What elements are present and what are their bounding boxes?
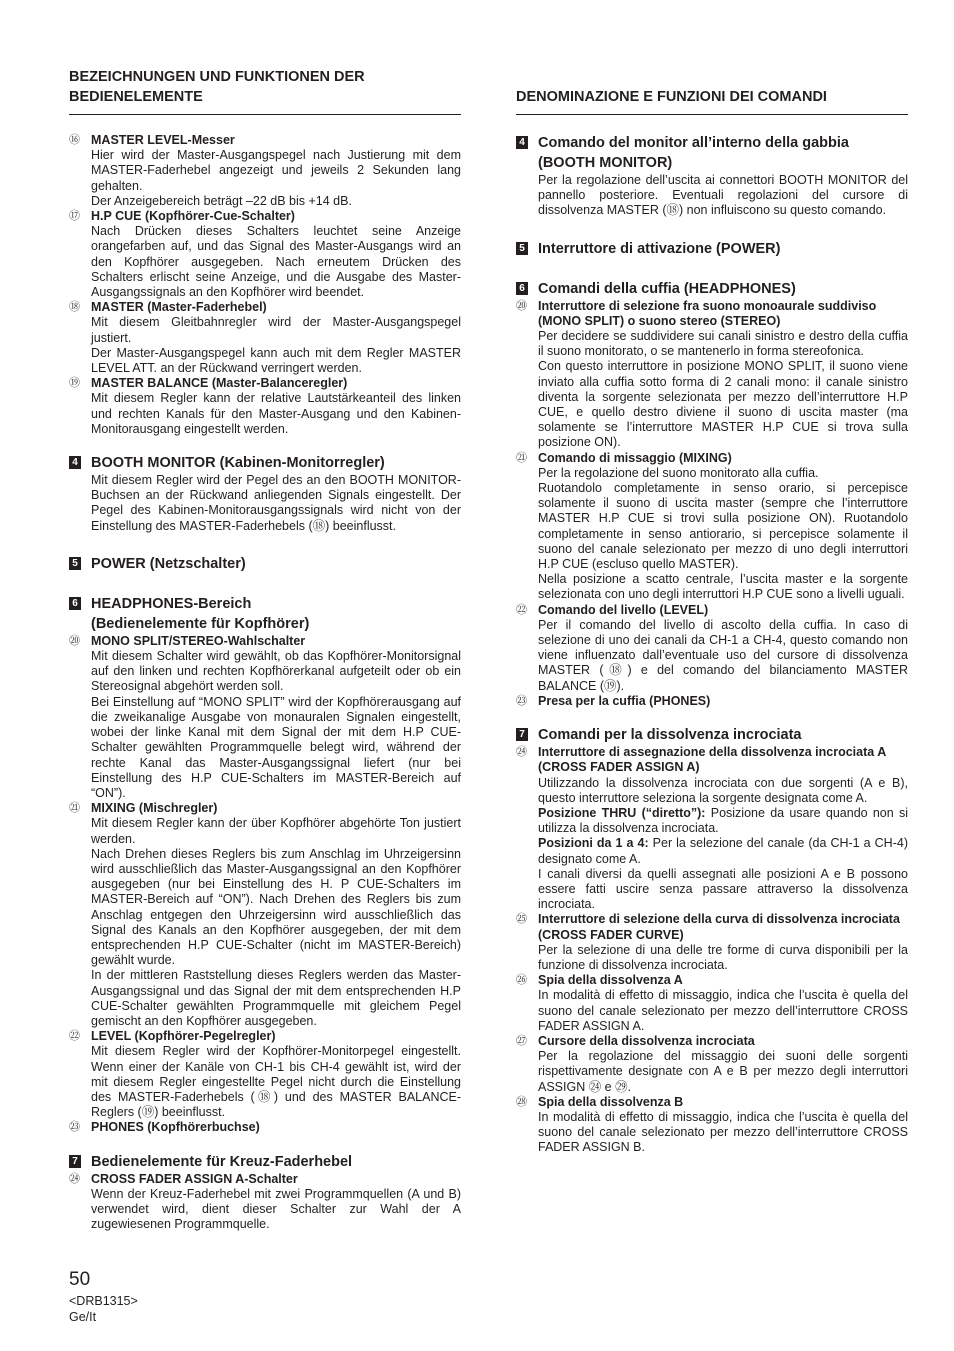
section-number: 6 [69,597,81,610]
item-title: MASTER LEVEL-Messer [91,133,235,147]
item-number: ⑯ [69,134,80,146]
section-title-line-1: Comando del monitor all’interno della gabbia [538,135,849,151]
list-item [69,1172,461,1233]
item-number: ⑲ [69,377,80,390]
item-paragraph: Nach Drücken dieses Schalters leuchtet seine Anzeige orangefarben auf, und das Signal des Master-Ausgangs wird an den Kopfhörer ausgegeben. Nach erneutem Drücken des Schalters erlischt seine Anzeige, und die Ausgabe des Master-Ausgangssignals an den Kopfhörer wird beendet. [91,224,461,300]
item-paragraph: Wenn der Kreuz-Faderhebel mit zwei Programmquellen (A und B) verwendet wird, dient dieser Schalter zur Wahl der A zugewiesenen Programmquelle. [91,1186,461,1232]
item-title: H.P CUE (Kopfhörer-Cue-Schalter) [91,209,295,224]
item-paragraph: I canali diversi da quelli assegnati alle posizioni A e B possono essere fatti uscire senza passare attraverso la dissolvenza incrociata. [538,866,908,912]
item-title: Cursore della dissolvenza incrociata [538,1033,755,1048]
list-item [69,634,461,801]
item-title: Comando di missaggio (MIXING) [538,450,732,465]
list-item [516,299,908,451]
item-paragraph: Per decidere se suddividere sui canali sinistro e destro della cuffia il suono monitorato, o se mantenerlo in forma stereofonica. [538,329,908,359]
section-title: BOOTH MONITOR (Kabinen-Monitorregler) [91,455,385,472]
option-text: Per la selezione del canale (da CH-1 a CH-4) designato come A. [538,836,908,866]
item-title: MIXING (Mischregler) [91,801,218,816]
section-number: 4 [516,136,528,149]
option-label: Posizione THRU (“diretto”): [538,805,706,820]
item-title: Interruttore di selezione della curva di dissolvenza incrociata (CROSS FADER CURVE) [538,912,900,942]
item-paragraph: In modalità di effetto di missaggio, indica che l’uscita è quella del suono del canale selezionato per mezzo dell’interruttore CROSS FADER ASSIGN A. [538,988,908,1033]
item-paragraph: Ruotandolo completamente in senso orario, si percepisce solamente il suono di uscita master (sempre che l’interruttore MASTER H.P CUE si trovi sulla posizione ON). Ruotandolo completamente in senso antiorario, si percepisce solamente il suono del canale selezionato per mezzo di uno degli interruttori H.P CUE (escluso quello MASTER). [538,481,908,572]
list-item [69,1120,461,1135]
section-text: Mit diesem Regler wird der Pegel des an den BOOTH MONITOR-Buchsen an der Rückwand anliegenden Signals eingestellt. Der Pegel des Kabinen-Monitorausgangssignals wird nicht von der Einstellung des MASTER-Faderhebels (⑱) beeinflusst. [91,473,461,533]
section-power-it [516,239,908,259]
item-title: MASTER BALANCE (Master-Balanceregler) [91,376,348,391]
document-code: <DRB1315> [69,1294,138,1308]
item-title: MONO SPLIT/STEREO-Wahlschalter [91,633,306,648]
item-paragraph: Per la selezione di una delle tre forme di curva disponibili per la funzione di dissolvenza incrociata. [538,942,908,972]
item-number: ㉔ [516,746,527,759]
section-booth-monitor-de [69,453,461,473]
section-title: Comandi per la dissolvenza incrociata [538,727,802,744]
item-paragraph: Mit diesem Regler wird der Kopfhörer-Monitorpegel eingestellt. Wenn einer der Kanäle von CH-1 bis CH-4 gewählt ist, wird der mit diesem Regler eingestellte Pegel nicht durch die Einstellung des MASTER-Faderhebels (⑱) und des MASTER BALANCE-Reglers (⑲) beeinflusst. [91,1044,461,1120]
document-languages: Ge/It [69,1310,97,1324]
list-item [516,1034,908,1095]
item-number: ㉕ [516,913,527,926]
item-paragraph: Mit diesem Regler kann der relative Lautstärkeanteil des linken und rechten Kanals für den Master-Ausgang und den Kabinen-Monitorausgang eingestellt werden. [91,391,461,436]
list-item [516,694,908,709]
section-title-line-1: HEADPHONES-Bereich [91,595,252,612]
page-number: 50 [69,1269,91,1290]
section-crossfader-it [516,725,908,745]
section-number: 4 [69,456,81,469]
item-paragraph: In modalità di effetto di missaggio, indica che l’uscita è quella del suono del canale selezionato per mezzo dell’interruttore CROSS FADER ASSIGN B. [538,1109,908,1155]
section-title-line-2: (BOOTH MONITOR) [538,155,673,171]
item-paragraph: Nach Drehen dieses Reglers bis zum Anschlag im Uhrzeigersinn wird ausschließlich das Master-Ausgangssignal an den Kopfhörer ausgegeben (nur bei Einstellung des H. P CUE-Schalters im MASTER-Bereich auf “ON”). Nach Drehen des Reglers bis zum Anschlag entgegen den Uhrzeigersinn wird ausschließlich das Signal des Kanals an den Kopfhörer ausgegeben, der mit dem entsprechenden H.P CUE-Schalter (nicht im MASTER-Bereich) gewählt wurde. [91,846,461,968]
column-italian-body [516,133,908,1156]
section-number: 5 [516,242,528,255]
item-title: Interruttore di assegnazione della dissolvenza incrociata A (CROSS FADER ASSIGN A) [538,745,886,775]
items-group-b [69,634,461,1136]
list-item [516,745,908,912]
heading-italian: DENOMINAZIONE E FUNZIONI DEI COMANDI [516,89,827,105]
item-title: Presa per la cuffia (PHONES) [538,693,711,708]
item-paragraph: Per il comando del livello di ascolto della cuffia. In caso di selezione di uno dei canali da CH-1 a CH-4, questo comando non viene influenzato dall’eventuale uso del cursore di dissolvenza MASTER (⑱) e del comando del bilanciamento MASTER BALANCE (⑲). [538,617,908,693]
item-number: ㉑ [69,802,80,815]
option-label: Posizioni da 1 a 4: [538,836,649,851]
items-group-d [516,912,908,1155]
item-paragraph: Der Master-Ausgangspegel kann auch mit dem Regler MASTER LEVEL ATT. an der Rückwand verringert werden. [91,345,461,376]
list-item [516,912,908,973]
section-title: POWER (Netzschalter) [91,555,246,572]
item-paragraph: Bei Einstellung auf “MONO SPLIT” wird der Kopfhörerausgang auf die zweikanalige Ausgabe von monauralen Signalen eingestellt, wobei der linke Kanal mit dem Signal der mit dem H.P CUE-Schalter gewählten Programmquelle belegt wird, während der rechte Kanal das Master-Ausgangssignal liefert (nur bei Einstellung des H.P CUE-Schalters im MASTER-Bereich auf “ON”). [91,694,461,800]
list-item [69,133,461,209]
item-number: ㉑ [516,451,527,464]
item-paragraph: Mit diesem Schalter wird gewählt, ob das Kopfhörer-Monitorsignal auf den linken und rechten Kopfhörerkanal aufgeteilt oder ob ein Stereosignal abgehört werden soll. [91,649,461,694]
section-title: Interruttore di attivazione (POWER) [538,240,781,257]
section-number: 6 [516,282,528,295]
item-paragraph [538,806,908,836]
item-paragraph: Utilizzando la dissolvenza incrociata con due sorgenti (A e B), questo interruttore seleziona la sorgente designata come A. [538,775,908,805]
heading-german: BEZEICHNUNGEN UND FUNKTIONEN DER BEDIENELEMENTE [69,69,365,105]
item-paragraph: Per la regolazione del missaggio dei suoni delle sorgenti rispettivamente designate con A e B per mezzo degli interruttori ASSIGN ㉔ e ㉙. [538,1049,908,1094]
item-number: ㉗ [516,1034,527,1047]
item-paragraph: Der Anzeigebereich beträgt –22 dB bis +14 dB. [91,193,352,208]
item-paragraph: Per la regolazione del suono monitorato alla cuffia. [538,465,819,480]
item-title: LEVEL (Kopfhörer-Pegelregler) [91,1029,276,1044]
section-headphones-de [69,594,461,634]
item-title: Comando del livello (LEVEL) [538,602,709,617]
item-number: ㉔ [69,1172,80,1185]
item-paragraph: Mit diesem Regler kann der über Kopfhörer abgehörte Ton justiert werden. [91,816,461,846]
item-title: MASTER (Master-Faderhebel) [91,300,267,315]
items-group-a [69,133,461,437]
list-item [516,973,908,1034]
list-item [516,1095,908,1156]
item-paragraph: Nella posizione a scatto centrale, l’uscita master e la sorgente selezionata con uno degli interruttori H.P CUE sono a livelli uguali. [538,572,908,602]
section-headphones-it [516,279,908,299]
section-number: 5 [69,557,81,570]
list-item [69,300,461,376]
item-number: ⑰ [69,210,80,223]
item-title: Interruttore di selezione fra suono monoaurale suddiviso (MONO SPLIT) o suono stereo (STEREO) [538,298,877,328]
item-paragraph: Hier wird der Master-Ausgangspegel nach Justierung mit dem MASTER-Faderhebel angezeigt und jeweils 2 Sekunden lang gehalten. [91,148,461,193]
list-item [69,1029,461,1120]
item-paragraph: Con questo interruttore in posizione MONO SPLIT, il suono viene inviato alla cuffia sotto forma di 2 canali mono: il canale sinistro diventa la sorgente selezionata per mezzo dell’interruttore H.P CUE, e quello destro diviene il suono di uscita master (ma solamente se l’interruttore MASTER H.P CUE si trova sulla posizione ON). [538,359,908,450]
items-group-b [516,299,908,709]
item-paragraph: In der mittleren Raststellung dieses Reglers werden das Master-Ausgangssignal und das Signal der mit dem entsprechenden H.P CUE-Schalter gewählten Programmquelle mit gleichem Pegel gemischt an den Kopfhörer ausgegeben. [91,968,461,1028]
item-paragraph: Mit diesem Gleitbahnregler wird der Master-Ausgangspegel justiert. [91,315,461,345]
list-item [69,801,461,1029]
list-item [516,451,908,603]
item-title: Spia della dissolvenza A [538,973,683,988]
section-power-de [69,554,461,574]
item-title: CROSS FADER ASSIGN A-Schalter [91,1171,298,1186]
section-title: Bedienelemente für Kreuz-Faderhebel [91,1153,353,1170]
item-number: ⑳ [69,634,80,647]
item-number: ⑳ [516,299,527,312]
item-number: ㉓ [516,694,527,707]
list-item [69,376,461,437]
section-number: 7 [516,728,528,741]
list-item [69,209,461,300]
items-group-c [69,1172,461,1233]
section-booth-monitor-it [516,133,908,173]
item-number: ㉘ [516,1095,527,1108]
section-text: Per la regolazione dell’uscita ai connettori BOOTH MONITOR del pannello posteriore. Eventuali regolazioni del cursore di dissolvenza MASTER (⑱) non influiscono su questo comando. [538,173,908,218]
item-number: ⑱ [69,301,80,314]
item-number: ㉒ [516,603,527,616]
item-number: ㉓ [69,1121,80,1134]
section-title-line-2: (Bedienelemente für Kopfhörer) [91,615,310,632]
item-title: PHONES (Kopfhörerbuchse) [91,1120,260,1135]
list-item [516,603,908,694]
section-title: Comandi della cuffia (HEADPHONES) [538,280,796,297]
item-title: Spia della dissolvenza B [538,1094,684,1109]
section-number: 7 [69,1155,81,1168]
column-german-body [69,133,461,1232]
item-number: ㉒ [69,1030,80,1043]
section-crossfader-de [69,1152,461,1172]
option-text: Posizione da usare quando non si utilizza la dissolvenza incrociata. [538,805,908,836]
section-header-german [69,68,461,115]
section-header-italian [516,68,908,115]
item-paragraph [538,836,908,866]
item-number: ㉖ [516,974,527,987]
